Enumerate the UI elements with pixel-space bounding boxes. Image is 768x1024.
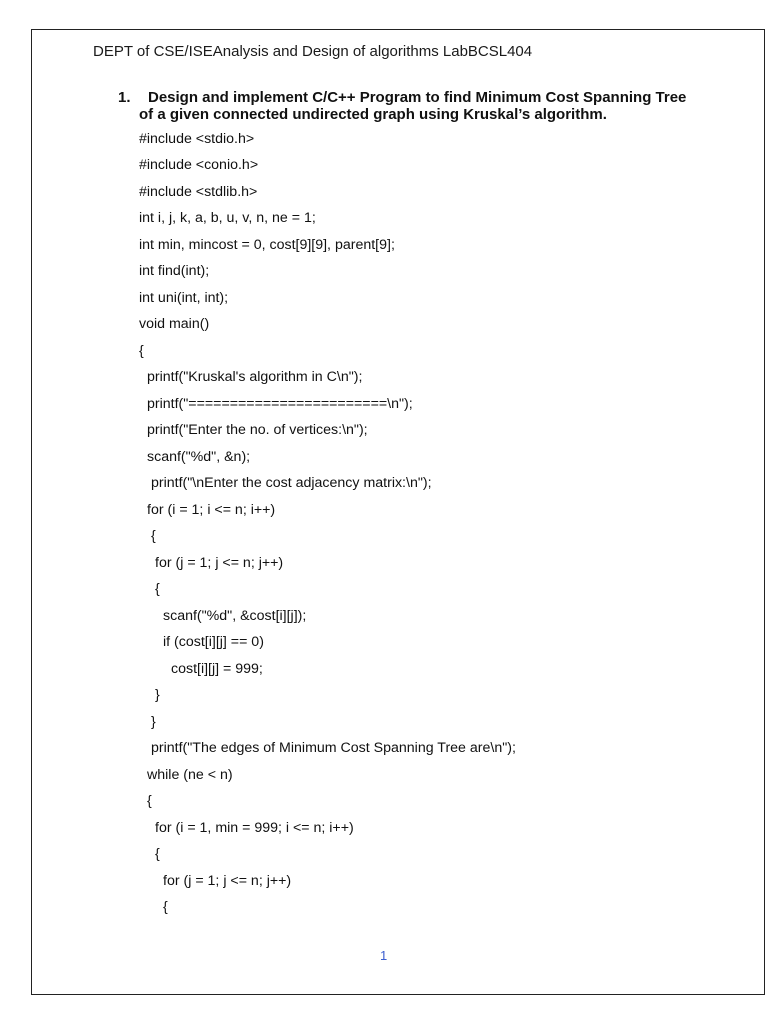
code-line: printf("========================\n"); [147, 396, 413, 412]
code-line: { [151, 528, 156, 544]
code-line: for (j = 1; j <= n; j++) [155, 555, 284, 571]
question-title-line-2: of a given connected undirected graph using Kruskal’s algorithm. [139, 106, 607, 123]
code-line: scanf("%d", &cost[i][j]); [163, 608, 307, 624]
code-line: int i, j, k, a, b, u, v, n, ne = 1; [139, 210, 316, 226]
code-line: } [151, 714, 156, 730]
code-line: #include <stdio.h> [139, 131, 255, 147]
code-line: int find(int); [139, 263, 210, 279]
code-line: for (i = 1; i <= n; i++) [147, 502, 276, 518]
code-line: #include <stdlib.h> [139, 184, 258, 200]
page-border [31, 29, 765, 995]
code-line: for (j = 1; j <= n; j++) [163, 873, 292, 889]
code-line: printf("The edges of Minimum Cost Spanning Tree are\n"); [151, 740, 516, 756]
code-line: { [155, 581, 160, 597]
code-line: while (ne < n) [147, 767, 233, 783]
code-line: printf("\nEnter the cost adjacency matrix:\n"); [151, 475, 432, 491]
code-line: #include <conio.h> [139, 157, 259, 173]
code-line: { [163, 899, 168, 915]
code-line: cost[i][j] = 999; [171, 661, 263, 677]
code-line: { [147, 793, 152, 809]
code-line: } [155, 687, 160, 703]
code-line: int min, mincost = 0, cost[9][9], parent[9]; [139, 237, 395, 253]
page-number: 1 [380, 948, 388, 963]
code-line: if (cost[i][j] == 0) [163, 634, 264, 650]
code-line: for (i = 1, min = 999; i <= n; i++) [155, 820, 354, 836]
code-line: void main() [139, 316, 210, 332]
page-header: DEPT of CSE/ISEAnalysis and Design of algorithms LabBCSL404 [93, 43, 533, 60]
code-line: { [155, 846, 160, 862]
code-line: printf("Enter the no. of vertices:\n"); [147, 422, 368, 438]
question-number: 1. [118, 89, 131, 106]
code-line: { [139, 343, 144, 359]
question-title-line-1: Design and implement C/C++ Program to find Minimum Cost Spanning Tree [148, 89, 687, 106]
code-line: int uni(int, int); [139, 290, 229, 306]
code-line: printf("Kruskal's algorithm in C\n"); [147, 369, 363, 385]
code-line: scanf("%d", &n); [147, 449, 251, 465]
